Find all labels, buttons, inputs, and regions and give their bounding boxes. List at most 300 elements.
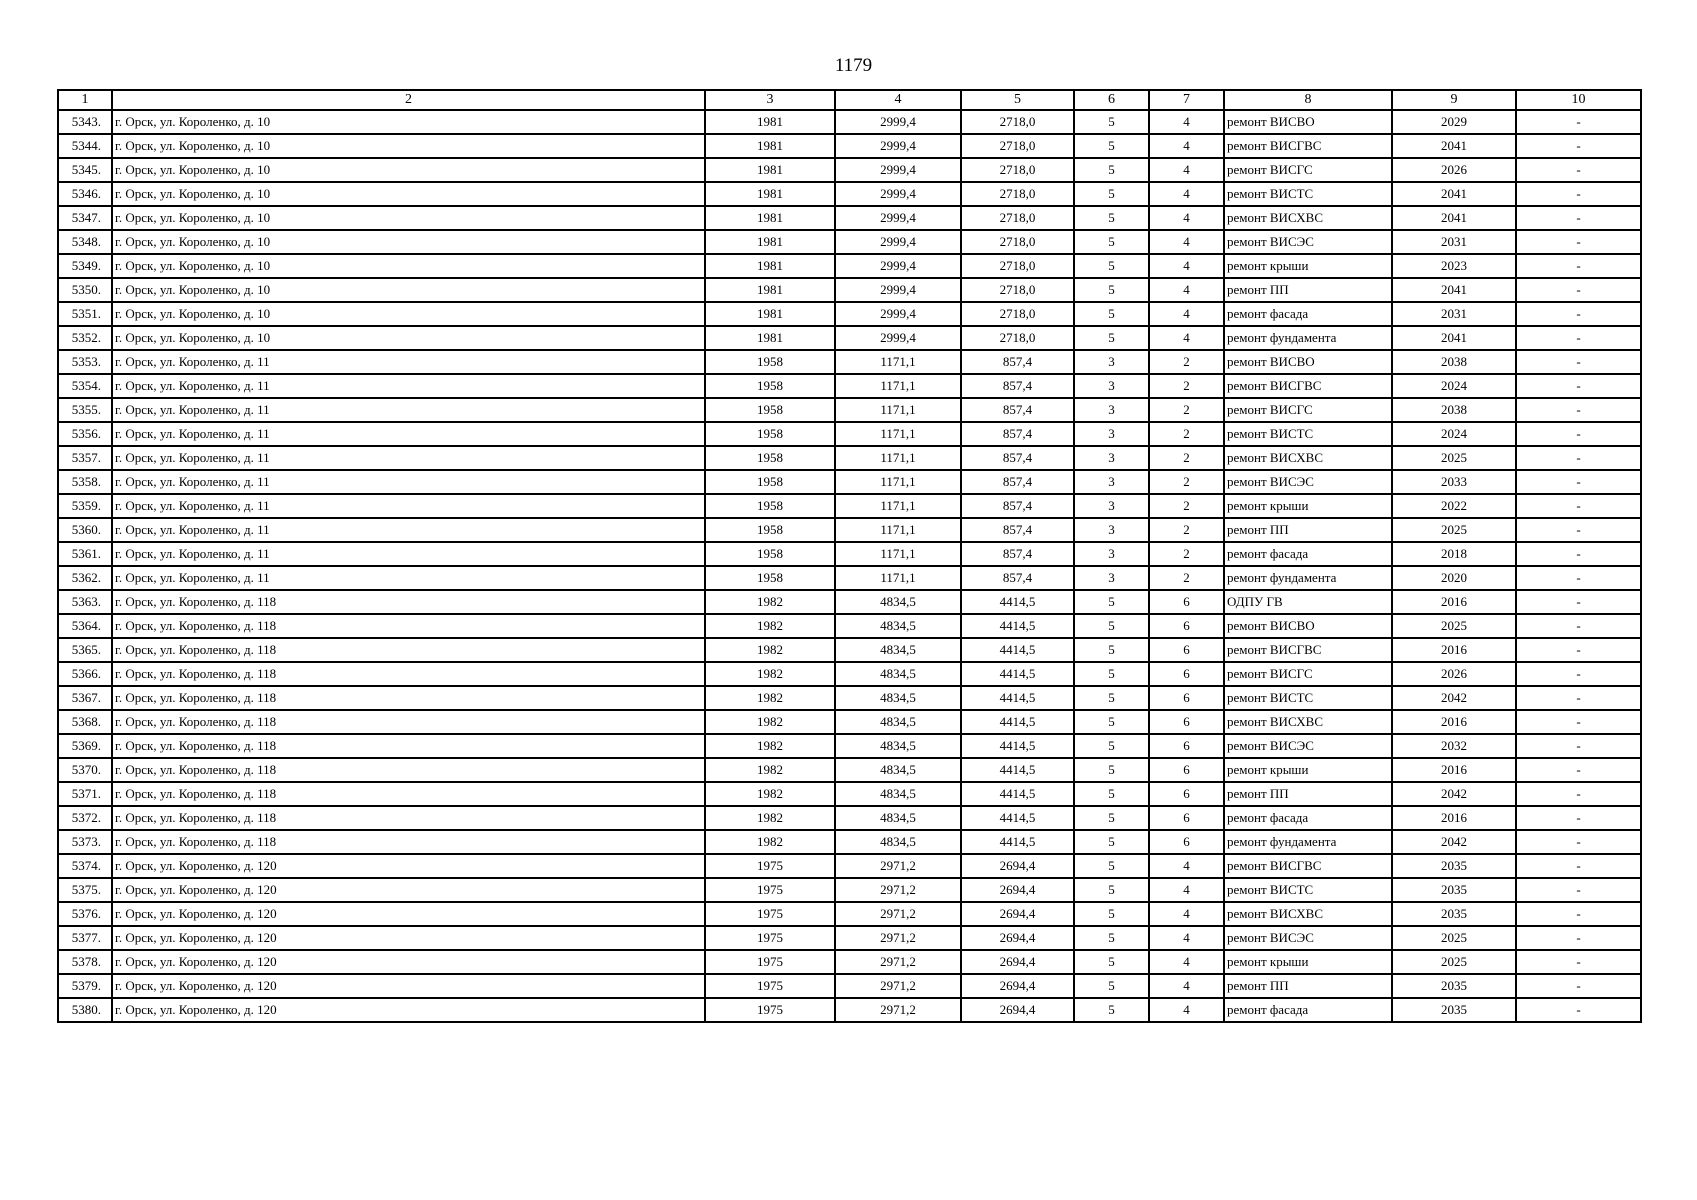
entrances-cell: 2 [1149, 518, 1224, 542]
row-number-cell: 5369. [58, 734, 112, 758]
living-area-cell: 857,4 [961, 422, 1074, 446]
table-row [58, 662, 1641, 686]
note-cell: - [1516, 566, 1641, 590]
year-cell: 1982 [705, 638, 835, 662]
page-number-text: 1179 [834, 55, 873, 76]
note-cell: - [1516, 926, 1641, 950]
address-cell: г. Орск, ул. Короленко, д. 118 [112, 686, 705, 710]
row-number-cell: 5380. [58, 998, 112, 1022]
total-area-cell: 1171,1 [835, 350, 961, 374]
living-area-cell: 857,4 [961, 470, 1074, 494]
planned-year-cell: 2031 [1392, 302, 1516, 326]
floors-cell: 5 [1074, 758, 1149, 782]
row-number-cell: 5353. [58, 350, 112, 374]
row-number-cell: 5352. [58, 326, 112, 350]
table-row [58, 854, 1641, 878]
planned-year-cell: 2035 [1392, 902, 1516, 926]
address-cell: г. Орск, ул. Короленко, д. 11 [112, 350, 705, 374]
note-cell: - [1516, 494, 1641, 518]
table-row [58, 446, 1641, 470]
table-row [58, 422, 1641, 446]
year-cell: 1958 [705, 542, 835, 566]
total-area-cell: 1171,1 [835, 518, 961, 542]
year-cell: 1958 [705, 350, 835, 374]
year-cell: 1981 [705, 326, 835, 350]
year-cell: 1982 [705, 830, 835, 854]
planned-year-cell: 2038 [1392, 398, 1516, 422]
address-cell: г. Орск, ул. Короленко, д. 11 [112, 542, 705, 566]
header-cell: 9 [1392, 90, 1516, 110]
address-cell: г. Орск, ул. Короленко, д. 118 [112, 782, 705, 806]
planned-year-cell: 2041 [1392, 206, 1516, 230]
header-cell: 7 [1149, 90, 1224, 110]
table-body [58, 90, 1641, 1022]
planned-year-cell: 2042 [1392, 686, 1516, 710]
total-area-cell: 2999,4 [835, 326, 961, 350]
work-type-cell: ремонт фасада [1224, 302, 1392, 326]
planned-year-cell: 2025 [1392, 950, 1516, 974]
entrances-cell: 4 [1149, 902, 1224, 926]
total-area-cell: 4834,5 [835, 758, 961, 782]
entrances-cell: 6 [1149, 758, 1224, 782]
planned-year-cell: 2025 [1392, 446, 1516, 470]
floors-cell: 5 [1074, 278, 1149, 302]
note-cell: - [1516, 470, 1641, 494]
entrances-cell: 6 [1149, 614, 1224, 638]
entrances-cell: 4 [1149, 950, 1224, 974]
floors-cell: 5 [1074, 254, 1149, 278]
entrances-cell: 4 [1149, 278, 1224, 302]
total-area-cell: 1171,1 [835, 374, 961, 398]
row-number-cell: 5347. [58, 206, 112, 230]
year-cell: 1981 [705, 206, 835, 230]
row-number-cell: 5370. [58, 758, 112, 782]
header-cell: 10 [1516, 90, 1641, 110]
address-cell: г. Орск, ул. Короленко, д. 11 [112, 566, 705, 590]
year-cell: 1958 [705, 566, 835, 590]
floors-cell: 3 [1074, 470, 1149, 494]
living-area-cell: 2694,4 [961, 854, 1074, 878]
floors-cell: 5 [1074, 734, 1149, 758]
row-number-cell: 5376. [58, 902, 112, 926]
row-number-cell: 5364. [58, 614, 112, 638]
year-cell: 1982 [705, 662, 835, 686]
work-type-cell: ремонт ВИСВО [1224, 350, 1392, 374]
row-number-cell: 5356. [58, 422, 112, 446]
address-cell: г. Орск, ул. Короленко, д. 118 [112, 830, 705, 854]
total-area-cell: 2971,2 [835, 974, 961, 998]
row-number-cell: 5375. [58, 878, 112, 902]
note-cell: - [1516, 110, 1641, 134]
row-number-cell: 5359. [58, 494, 112, 518]
entrances-cell: 6 [1149, 782, 1224, 806]
year-cell: 1982 [705, 614, 835, 638]
note-cell: - [1516, 278, 1641, 302]
work-type-cell: ремонт ВИСТС [1224, 182, 1392, 206]
floors-cell: 5 [1074, 134, 1149, 158]
living-area-cell: 4414,5 [961, 614, 1074, 638]
year-cell: 1975 [705, 878, 835, 902]
living-area-cell: 4414,5 [961, 686, 1074, 710]
total-area-cell: 1171,1 [835, 494, 961, 518]
table-row [58, 182, 1641, 206]
work-type-cell: ОДПУ ГВ [1224, 590, 1392, 614]
living-area-cell: 2694,4 [961, 926, 1074, 950]
floors-cell: 3 [1074, 518, 1149, 542]
planned-year-cell: 2018 [1392, 542, 1516, 566]
address-cell: г. Орск, ул. Короленко, д. 120 [112, 974, 705, 998]
living-area-cell: 2718,0 [961, 230, 1074, 254]
table-row [58, 110, 1641, 134]
year-cell: 1982 [705, 758, 835, 782]
floors-cell: 5 [1074, 710, 1149, 734]
table-row [58, 950, 1641, 974]
note-cell: - [1516, 686, 1641, 710]
entrances-cell: 6 [1149, 830, 1224, 854]
table-row [58, 566, 1641, 590]
work-type-cell: ремонт ПП [1224, 278, 1392, 302]
note-cell: - [1516, 158, 1641, 182]
table-row [58, 326, 1641, 350]
note-cell: - [1516, 830, 1641, 854]
planned-year-cell: 2041 [1392, 134, 1516, 158]
planned-year-cell: 2035 [1392, 878, 1516, 902]
table-row [58, 206, 1641, 230]
living-area-cell: 2718,0 [961, 254, 1074, 278]
work-type-cell: ремонт ВИСЭС [1224, 926, 1392, 950]
total-area-cell: 4834,5 [835, 686, 961, 710]
work-type-cell: ремонт ПП [1224, 782, 1392, 806]
total-area-cell: 4834,5 [835, 734, 961, 758]
row-number-cell: 5378. [58, 950, 112, 974]
entrances-cell: 6 [1149, 686, 1224, 710]
living-area-cell: 4414,5 [961, 830, 1074, 854]
address-cell: г. Орск, ул. Короленко, д. 118 [112, 638, 705, 662]
note-cell: - [1516, 518, 1641, 542]
living-area-cell: 857,4 [961, 566, 1074, 590]
note-cell: - [1516, 398, 1641, 422]
note-cell: - [1516, 326, 1641, 350]
floors-cell: 5 [1074, 782, 1149, 806]
floors-cell: 5 [1074, 230, 1149, 254]
year-cell: 1982 [705, 734, 835, 758]
note-cell: - [1516, 254, 1641, 278]
floors-cell: 5 [1074, 998, 1149, 1022]
work-type-cell: ремонт ВИСХВС [1224, 206, 1392, 230]
work-type-cell: ремонт фасада [1224, 998, 1392, 1022]
address-cell: г. Орск, ул. Короленко, д. 120 [112, 854, 705, 878]
note-cell: - [1516, 806, 1641, 830]
entrances-cell: 4 [1149, 854, 1224, 878]
living-area-cell: 2718,0 [961, 302, 1074, 326]
planned-year-cell: 2023 [1392, 254, 1516, 278]
row-number-cell: 5355. [58, 398, 112, 422]
entrances-cell: 2 [1149, 398, 1224, 422]
planned-year-cell: 2020 [1392, 566, 1516, 590]
planned-year-cell: 2035 [1392, 998, 1516, 1022]
total-area-cell: 2999,4 [835, 302, 961, 326]
note-cell: - [1516, 614, 1641, 638]
note-cell: - [1516, 230, 1641, 254]
year-cell: 1975 [705, 998, 835, 1022]
entrances-cell: 4 [1149, 182, 1224, 206]
year-cell: 1981 [705, 230, 835, 254]
year-cell: 1975 [705, 902, 835, 926]
planned-year-cell: 2035 [1392, 854, 1516, 878]
note-cell: - [1516, 662, 1641, 686]
year-cell: 1981 [705, 110, 835, 134]
address-cell: г. Орск, ул. Короленко, д. 11 [112, 470, 705, 494]
entrances-cell: 2 [1149, 350, 1224, 374]
year-cell: 1982 [705, 710, 835, 734]
work-type-cell: ремонт ВИСГС [1224, 398, 1392, 422]
table-row [58, 590, 1641, 614]
year-cell: 1981 [705, 182, 835, 206]
table-row [58, 518, 1641, 542]
floors-cell: 3 [1074, 494, 1149, 518]
work-type-cell: ремонт ВИСВО [1224, 110, 1392, 134]
floors-cell: 5 [1074, 326, 1149, 350]
work-type-cell: ремонт ВИСЭС [1224, 230, 1392, 254]
work-type-cell: ремонт крыши [1224, 254, 1392, 278]
address-cell: г. Орск, ул. Короленко, д. 120 [112, 950, 705, 974]
total-area-cell: 4834,5 [835, 614, 961, 638]
row-number-cell: 5363. [58, 590, 112, 614]
year-cell: 1958 [705, 470, 835, 494]
note-cell: - [1516, 974, 1641, 998]
living-area-cell: 857,4 [961, 542, 1074, 566]
living-area-cell: 2718,0 [961, 206, 1074, 230]
note-cell: - [1516, 878, 1641, 902]
note-cell: - [1516, 590, 1641, 614]
total-area-cell: 2971,2 [835, 950, 961, 974]
row-number-cell: 5377. [58, 926, 112, 950]
table-row [58, 998, 1641, 1022]
table-row [58, 878, 1641, 902]
total-area-cell: 2999,4 [835, 158, 961, 182]
address-cell: г. Орск, ул. Короленко, д. 11 [112, 398, 705, 422]
work-type-cell: ремонт фасада [1224, 542, 1392, 566]
total-area-cell: 1171,1 [835, 446, 961, 470]
address-cell: г. Орск, ул. Короленко, д. 10 [112, 278, 705, 302]
note-cell: - [1516, 950, 1641, 974]
work-type-cell: ремонт ВИСГВС [1224, 374, 1392, 398]
total-area-cell: 1171,1 [835, 422, 961, 446]
planned-year-cell: 2041 [1392, 326, 1516, 350]
floors-cell: 5 [1074, 662, 1149, 686]
planned-year-cell: 2025 [1392, 926, 1516, 950]
entrances-cell: 2 [1149, 470, 1224, 494]
year-cell: 1958 [705, 494, 835, 518]
address-cell: г. Орск, ул. Короленко, д. 11 [112, 374, 705, 398]
table-row [58, 782, 1641, 806]
row-number-cell: 5379. [58, 974, 112, 998]
table-row [58, 926, 1641, 950]
note-cell: - [1516, 374, 1641, 398]
floors-cell: 5 [1074, 878, 1149, 902]
entrances-cell: 4 [1149, 158, 1224, 182]
row-number-cell: 5373. [58, 830, 112, 854]
table-row [58, 470, 1641, 494]
note-cell: - [1516, 134, 1641, 158]
living-area-cell: 857,4 [961, 518, 1074, 542]
row-number-cell: 5345. [58, 158, 112, 182]
work-type-cell: ремонт крыши [1224, 950, 1392, 974]
living-area-cell: 2718,0 [961, 182, 1074, 206]
table-row [58, 902, 1641, 926]
living-area-cell: 857,4 [961, 398, 1074, 422]
total-area-cell: 2971,2 [835, 998, 961, 1022]
entrances-cell: 2 [1149, 446, 1224, 470]
note-cell: - [1516, 734, 1641, 758]
living-area-cell: 4414,5 [961, 782, 1074, 806]
floors-cell: 5 [1074, 926, 1149, 950]
work-type-cell: ремонт фасада [1224, 806, 1392, 830]
living-area-cell: 4414,5 [961, 758, 1074, 782]
header-cell: 4 [835, 90, 961, 110]
planned-year-cell: 2025 [1392, 518, 1516, 542]
address-cell: г. Орск, ул. Короленко, д. 120 [112, 878, 705, 902]
floors-cell: 5 [1074, 902, 1149, 926]
year-cell: 1975 [705, 974, 835, 998]
row-number-cell: 5358. [58, 470, 112, 494]
living-area-cell: 2694,4 [961, 998, 1074, 1022]
year-cell: 1982 [705, 686, 835, 710]
note-cell: - [1516, 206, 1641, 230]
entrances-cell: 2 [1149, 566, 1224, 590]
work-type-cell: ремонт ВИСТС [1224, 422, 1392, 446]
total-area-cell: 2999,4 [835, 206, 961, 230]
address-cell: г. Орск, ул. Короленко, д. 10 [112, 134, 705, 158]
table-row [58, 734, 1641, 758]
planned-year-cell: 2016 [1392, 758, 1516, 782]
living-area-cell: 2694,4 [961, 878, 1074, 902]
address-cell: г. Орск, ул. Короленко, д. 10 [112, 326, 705, 350]
total-area-cell: 4834,5 [835, 782, 961, 806]
header-cell: 1 [58, 90, 112, 110]
table-row [58, 710, 1641, 734]
address-cell: г. Орск, ул. Короленко, д. 120 [112, 998, 705, 1022]
note-cell: - [1516, 422, 1641, 446]
floors-cell: 5 [1074, 206, 1149, 230]
address-cell: г. Орск, ул. Короленко, д. 118 [112, 710, 705, 734]
entrances-cell: 2 [1149, 374, 1224, 398]
planned-year-cell: 2025 [1392, 614, 1516, 638]
note-cell: - [1516, 182, 1641, 206]
floors-cell: 5 [1074, 110, 1149, 134]
work-type-cell: ремонт ВИСГВС [1224, 638, 1392, 662]
table-row [58, 830, 1641, 854]
table-row [58, 158, 1641, 182]
entrances-cell: 4 [1149, 974, 1224, 998]
address-cell: г. Орск, ул. Короленко, д. 10 [112, 110, 705, 134]
note-cell: - [1516, 854, 1641, 878]
total-area-cell: 2999,4 [835, 182, 961, 206]
address-cell: г. Орск, ул. Короленко, д. 118 [112, 662, 705, 686]
total-area-cell: 2971,2 [835, 854, 961, 878]
year-cell: 1981 [705, 302, 835, 326]
row-number-cell: 5343. [58, 110, 112, 134]
address-cell: г. Орск, ул. Короленко, д. 10 [112, 254, 705, 278]
floors-cell: 3 [1074, 566, 1149, 590]
row-number-cell: 5346. [58, 182, 112, 206]
living-area-cell: 4414,5 [961, 590, 1074, 614]
row-number-cell: 5351. [58, 302, 112, 326]
header-cell: 3 [705, 90, 835, 110]
floors-cell: 3 [1074, 398, 1149, 422]
total-area-cell: 2999,4 [835, 110, 961, 134]
planned-year-cell: 2031 [1392, 230, 1516, 254]
living-area-cell: 2694,4 [961, 974, 1074, 998]
entrances-cell: 2 [1149, 494, 1224, 518]
row-number-cell: 5365. [58, 638, 112, 662]
row-number-cell: 5357. [58, 446, 112, 470]
total-area-cell: 4834,5 [835, 638, 961, 662]
floors-cell: 5 [1074, 590, 1149, 614]
living-area-cell: 857,4 [961, 350, 1074, 374]
address-cell: г. Орск, ул. Короленко, д. 10 [112, 206, 705, 230]
note-cell: - [1516, 998, 1641, 1022]
table-row [58, 230, 1641, 254]
total-area-cell: 1171,1 [835, 542, 961, 566]
note-cell: - [1516, 350, 1641, 374]
address-cell: г. Орск, ул. Короленко, д. 11 [112, 422, 705, 446]
planned-year-cell: 2022 [1392, 494, 1516, 518]
living-area-cell: 857,4 [961, 494, 1074, 518]
row-number-cell: 5354. [58, 374, 112, 398]
planned-year-cell: 2016 [1392, 590, 1516, 614]
total-area-cell: 2971,2 [835, 902, 961, 926]
entrances-cell: 6 [1149, 734, 1224, 758]
entrances-cell: 6 [1149, 710, 1224, 734]
total-area-cell: 4834,5 [835, 590, 961, 614]
total-area-cell: 4834,5 [835, 662, 961, 686]
living-area-cell: 4414,5 [961, 806, 1074, 830]
planned-year-cell: 2042 [1392, 782, 1516, 806]
row-number-cell: 5362. [58, 566, 112, 590]
header-cell: 2 [112, 90, 705, 110]
floors-cell: 3 [1074, 422, 1149, 446]
entrances-cell: 4 [1149, 326, 1224, 350]
planned-year-cell: 2032 [1392, 734, 1516, 758]
table-row [58, 542, 1641, 566]
entrances-cell: 4 [1149, 254, 1224, 278]
page-number [0, 55, 1697, 77]
entrances-cell: 4 [1149, 206, 1224, 230]
table-row [58, 134, 1641, 158]
address-cell: г. Орск, ул. Короленко, д. 11 [112, 494, 705, 518]
floors-cell: 3 [1074, 374, 1149, 398]
entrances-cell: 4 [1149, 998, 1224, 1022]
total-area-cell: 1171,1 [835, 470, 961, 494]
note-cell: - [1516, 710, 1641, 734]
address-cell: г. Орск, ул. Короленко, д. 11 [112, 518, 705, 542]
year-cell: 1982 [705, 806, 835, 830]
year-cell: 1981 [705, 134, 835, 158]
entrances-cell: 6 [1149, 590, 1224, 614]
floors-cell: 5 [1074, 158, 1149, 182]
header-row [58, 90, 1641, 110]
floors-cell: 5 [1074, 854, 1149, 878]
header-cell: 6 [1074, 90, 1149, 110]
living-area-cell: 4414,5 [961, 710, 1074, 734]
planned-year-cell: 2042 [1392, 830, 1516, 854]
planned-year-cell: 2026 [1392, 158, 1516, 182]
year-cell: 1981 [705, 158, 835, 182]
planned-year-cell: 2041 [1392, 278, 1516, 302]
planned-year-cell: 2038 [1392, 350, 1516, 374]
year-cell: 1975 [705, 950, 835, 974]
